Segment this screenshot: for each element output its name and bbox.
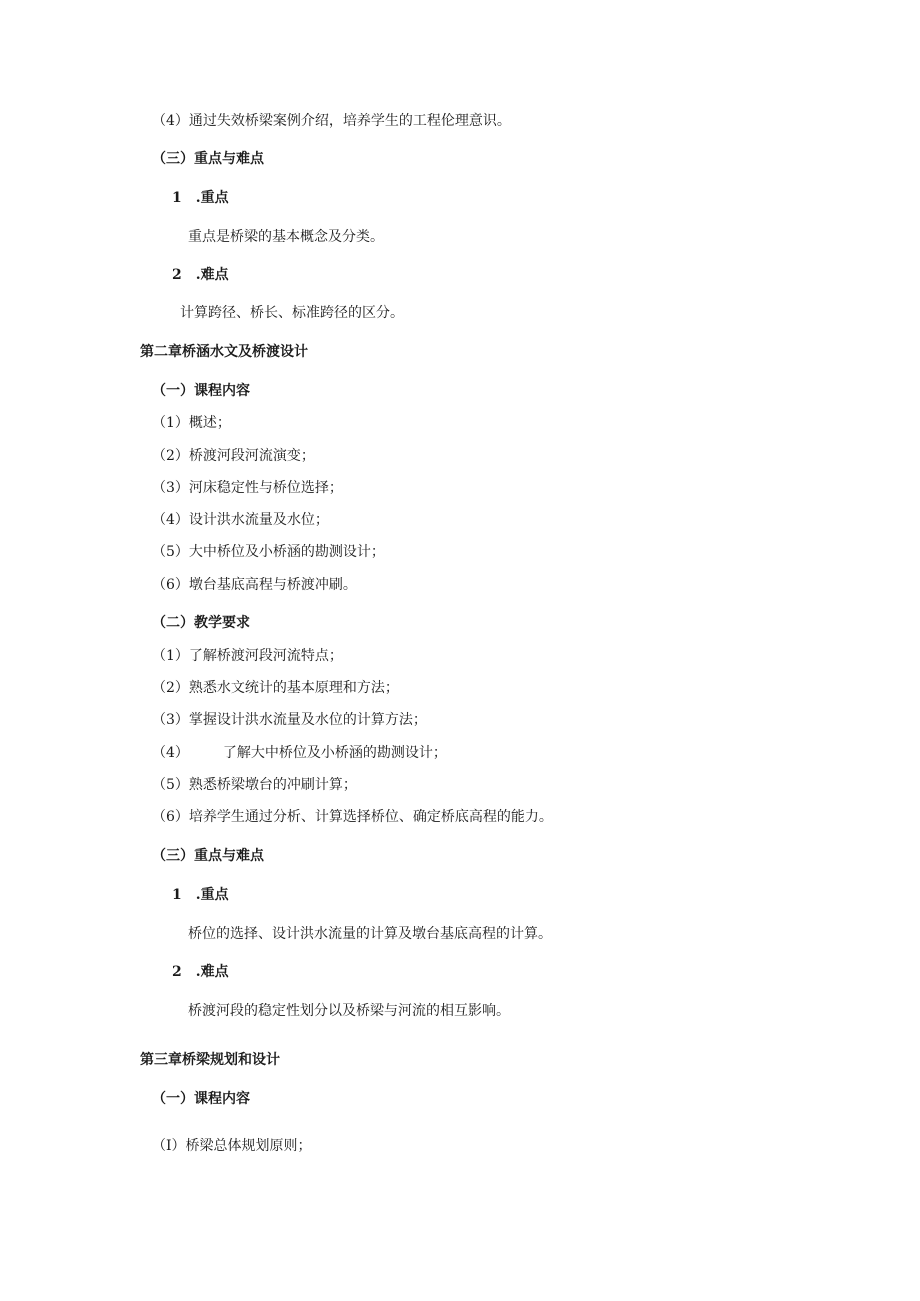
chapter-2-teaching-requirements-heading: （二）教学要求: [152, 615, 250, 631]
requirement-4-text: 了解大中桥位及小桥涵的勘测设计；: [222, 745, 447, 761]
chapter-2-key-difficult-heading: （三）重点与难点: [152, 848, 264, 864]
chapter-2-difficult-points-heading: 2 .难点: [172, 964, 229, 980]
difficult-points-text: 计算跨径、桥长、标准跨径的区分。: [180, 305, 404, 321]
section-key-difficult-points: （三）重点与难点: [152, 151, 264, 167]
chapter-2-content-item-6: （6）墩台基底高程与桥渡冲刷。: [152, 577, 357, 593]
chapter-2-content-item-2: （2）桥渡河段河流演变；: [152, 448, 315, 464]
chapter-2-course-content-heading: （一）课程内容: [152, 383, 250, 399]
requirement-4-number: （4）: [152, 745, 189, 761]
chapter-3-content-item-1: （I）桥梁总体规划原则；: [152, 1138, 312, 1154]
chapter-2-requirement-4: [152, 744, 447, 762]
chapter-2-requirement-1: （1）了解桥渡河段河流特点；: [152, 648, 343, 664]
chapter-2-requirement-2: （2）熟悉水文统计的基本原理和方法；: [152, 680, 399, 696]
chapter-2-content-item-5: （5）大中桥位及小桥涵的勘测设计；: [152, 544, 385, 560]
chapter-2-requirement-6: （6）培养学生通过分析、计算选择桥位、确定桥底高程的能力。: [152, 809, 553, 825]
chapter-2-content-item-4: （4）设计洪水流量及水位；: [152, 512, 329, 528]
chapter-2-key-points-text: 桥位的选择、设计洪水流量的计算及墩台基底高程的计算。: [188, 926, 552, 942]
chapter-3-title: 第三章桥梁规划和设计: [140, 1052, 280, 1068]
key-points-heading: 1 .重点: [172, 190, 229, 206]
chapter-2-title: 第二章桥涵水文及桥渡设计: [140, 344, 308, 360]
chapter-2-difficult-points-text: 桥渡河段的稳定性划分以及桥梁与河流的相互影响。: [188, 1003, 510, 1019]
chapter-2-key-points-heading: 1 .重点: [172, 887, 229, 903]
difficult-points-heading: 2 .难点: [172, 267, 229, 283]
key-points-text: 重点是桥梁的基本概念及分类。: [188, 229, 384, 245]
objective-item-4: （4）通过失效桥梁案例介绍，培养学生的工程伦理意识。: [152, 113, 511, 129]
chapter-2-content-item-3: （3）河床稳定性与桥位选择；: [152, 480, 343, 496]
chapter-3-course-content-heading: （一）课程内容: [152, 1091, 250, 1107]
chapter-2-requirement-5: （5）熟悉桥梁墩台的冲刷计算；: [152, 777, 357, 793]
chapter-2-requirement-3: （3）掌握设计洪水流量及水位的计算方法；: [152, 712, 427, 728]
chapter-2-content-item-1: （1）概述；: [152, 415, 231, 431]
